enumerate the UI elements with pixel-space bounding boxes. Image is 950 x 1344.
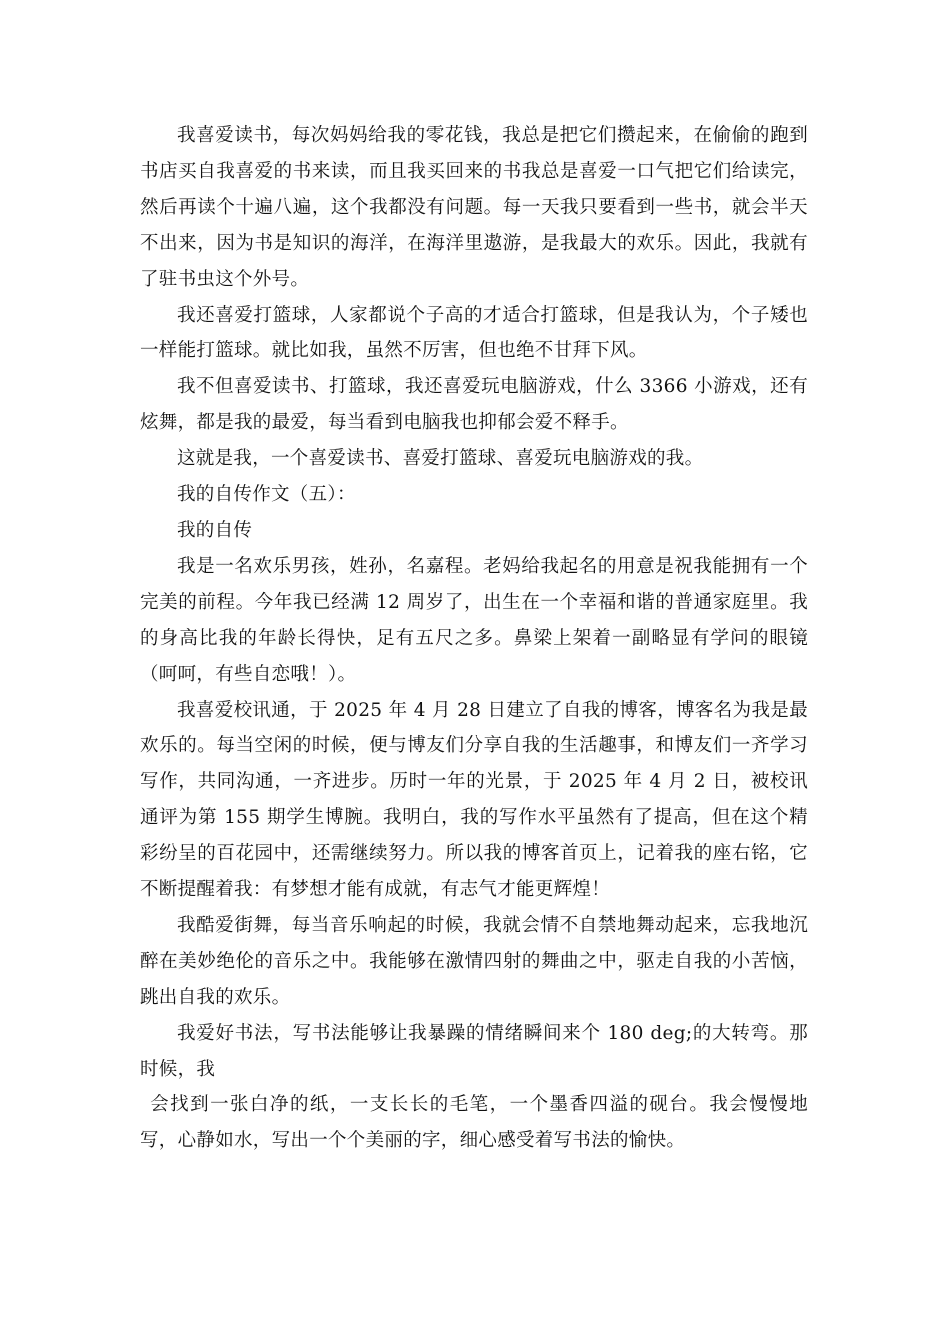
section-heading: 我的自传作文（五）： — [177, 484, 356, 506]
essay-title: 我的自传 — [177, 519, 253, 541]
paragraph-blog: 我喜爱校讯通，于 2025 年 4 月 28 日建立了自我的博客，博客名为我是最欢乐的。每当空闲的时候，便与博友们分享自我的生活趣事，和博友们一齐学习写作，共同沟通，一齐进步。历时一年的光景，于 2025 年 4 月 2 日，被校讯通评为第 155 期学生博腕。我明白，我的写作水平虽然有了提高，但在这个精彩纷呈的百花园中，还需继续努力。所以我的博客首页上，记着我的座右铭，它不断提醒着我：有梦想才能有成就，有志气才能更辉煌！ — [140, 699, 808, 901]
paragraph-games: 我不但喜爱读书、打篮球，我还喜爱玩电脑游戏，什么 3366 小游戏，还有炫舞，都是我的最爱，每当看到电脑我也抑郁会爱不释手。 — [140, 376, 808, 434]
document-page — [140, 118, 808, 1159]
paragraph-summary: 这就是我，一个喜爱读书、喜爱打篮球、喜爱玩电脑游戏的我。 — [177, 448, 704, 470]
paragraph-reading: 我喜爱读书，每次妈妈给我的零花钱，我总是把它们攒起来，在偷偷的跑到书店买自我喜爱的书来读，而且我买回来的书我总是喜爱一口气把它们给读完，然后再读个十遍八遍，这个我都没有问题。每一天我只要看到一些书，就会半天不出来，因为书是知识的海洋，在海洋里遨游，是我最大的欢乐。因此，我就有了驻书虫这个外号。 — [140, 125, 808, 290]
paragraph-calligraphy-continued: 会找到一张白净的纸，一支长长的毛笔，一个墨香四溢的砚台。我会慢慢地写，心静如水，写出一个个美丽的字，细心感受着写书法的愉快。 — [140, 1094, 808, 1152]
paragraph-calligraphy: 我爱好书法，写书法能够让我暴躁的情绪瞬间来个 180 deg;的大转弯。那时候，我 — [140, 1022, 808, 1080]
paragraph-dance: 我酷爱街舞，每当音乐响起的时候，我就会情不自禁地舞动起来，忘我地沉醉在美妙绝伦的音乐之中。我能够在激情四射的舞曲之中，驱走自我的小苦恼，跳出自我的欢乐。 — [140, 914, 808, 1008]
paragraph-basketball: 我还喜爱打篮球，人家都说个子高的才适合打篮球，但是我认为，个子矮也一样能打篮球。就比如我，虽然不厉害，但也绝不甘拜下风。 — [140, 304, 808, 362]
paragraph-introduction: 我是一名欢乐男孩，姓孙，名嘉程。老妈给我起名的用意是祝我能拥有一个完美的前程。今年我已经满 12 周岁了，出生在一个幸福和谐的普通家庭里。我的身高比我的年龄长得快，足有五尺之多。鼻梁上架着一副略显有学问的眼镜（呵呵，有些自恋哦！）。 — [140, 555, 808, 685]
